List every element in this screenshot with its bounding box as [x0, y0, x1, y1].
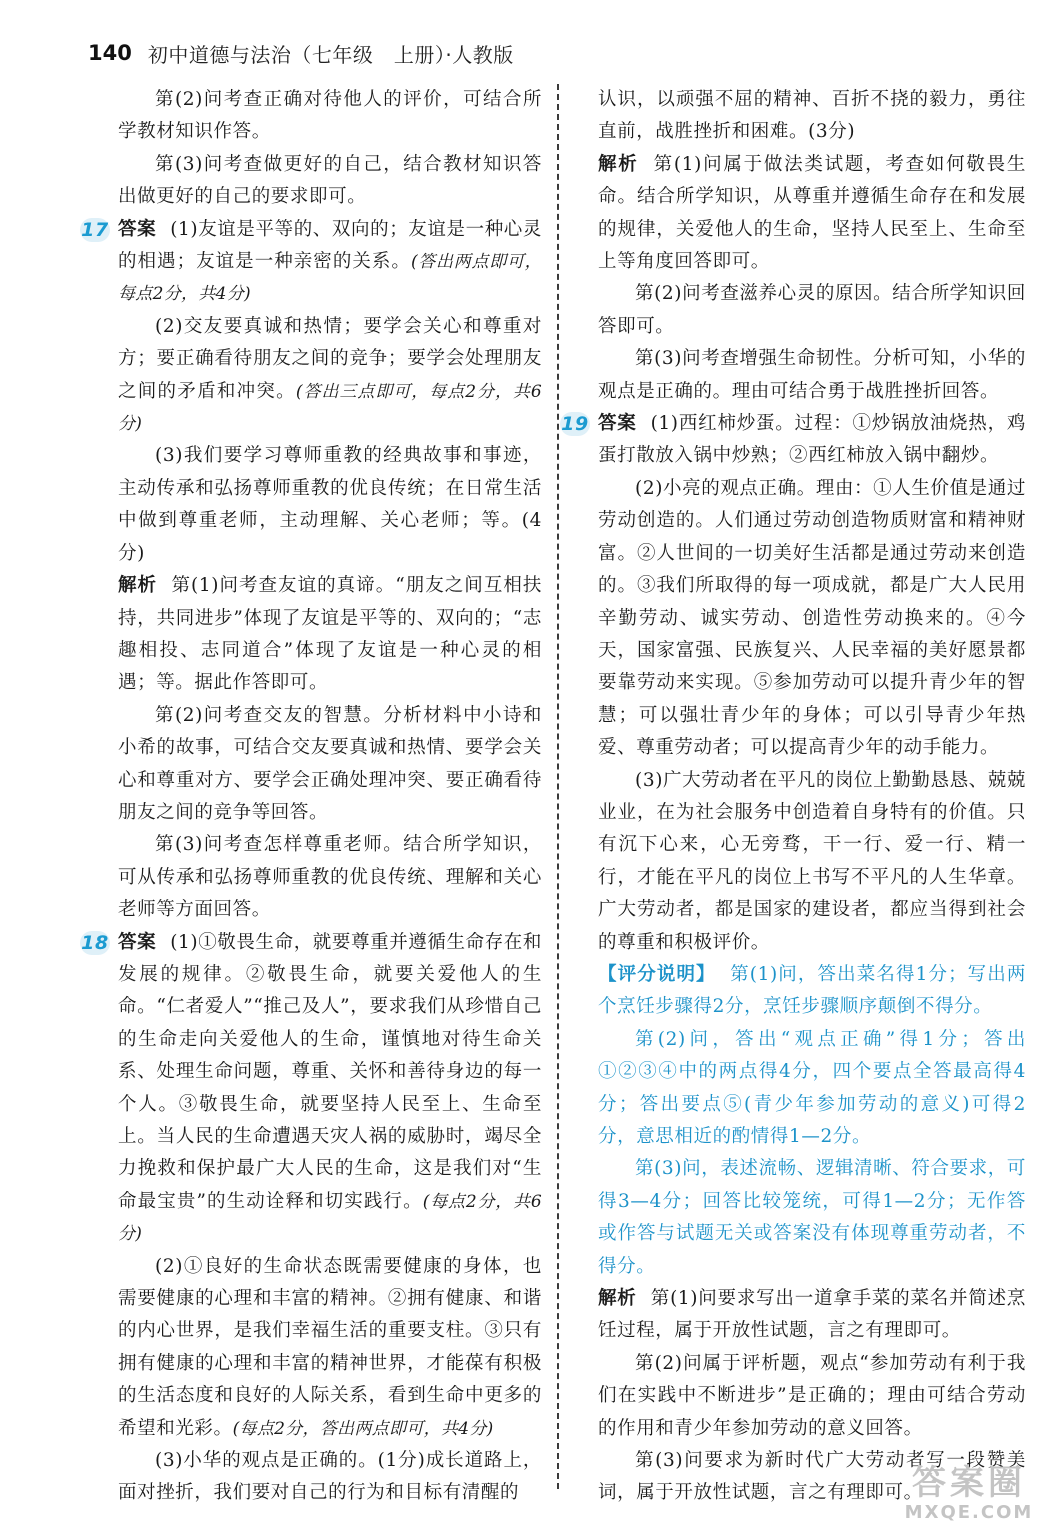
q17-answer1-score: (答出两点即可，每点2分，共4分) [118, 252, 542, 305]
q18-answer2-text: (2)①良好的生命状态既需要健康的身体，也需要健康的心理和丰富的精神。②拥有健康、和谐的内心世界，是我们幸福生活的重要支柱。③只有拥有健康的心理和丰富的精神世界，才能葆有积极的生活态度和良好的人际关系，看到生命中更多的希望和光彩。 [118, 1255, 542, 1439]
q19-analysis-part1 [598, 1283, 1026, 1348]
watermark-domain: MXQE.COM [904, 1502, 1034, 1523]
question-19 [561, 408, 1027, 1510]
watermark-logo-text: 答案圈 [912, 1463, 1026, 1503]
q17-answer-part2 [118, 311, 542, 441]
q19-answer-part1 [561, 408, 1027, 473]
q18-answer-part1 [81, 927, 543, 1251]
q18-answer-part3: (3)小华的观点是正确的。(1分)成长道路上，面对挫折，我们要对自己的行为和目标有清醒的 [118, 1450, 542, 1504]
q18-answer-label: 答案 [118, 931, 157, 953]
q17-answer2-text: (2)交友要真诚和热情；要学会关心和尊重对方；要正确看待朋友之间的竞争；要学会处理朋友之间的矛盾和冲突。 [118, 315, 542, 402]
q19-answer-part3: (3)广大劳动者在平凡的岗位上勤勤恳恳、兢兢业业，在为社会服务中创造着自身特有的价值。只有沉下心来，心无旁骛，干一行、爱一行、精一行，才能在平凡的岗位上书写不平凡的人生华章。广大劳动者，都是国家的建设者，都应当得到社会的尊重和积极评价。 [598, 769, 1026, 953]
site-watermark [894, 1464, 1044, 1528]
q16-analysis-part2: 第(2)问考查正确对待他人的评价，可结合所学教材知识作答。 [118, 89, 542, 143]
q18-analysis-part3: 第(3)问考查增强生命韧性。分析可知，小华的观点是正确的。理由可结合勇于战胜挫折回答。 [598, 348, 1026, 402]
q19-grading-part3: 第(3)问，表述流畅、逻辑清晰、符合要求，可得3—4分；回答比较笼统，可得1—2分；无作答或作答与试题无关或答案没有体现尊重劳动者，不得分。 [598, 1158, 1026, 1277]
q19-analysis-part2: 第(2)问属于评析题，观点“参加劳动有利于我们在实践中不断进步”是正确的；理由可结合劳动的作用和青少年参加劳动的意义回答。 [598, 1352, 1026, 1439]
q19-grading-notes [598, 959, 1026, 1283]
q16-analysis-part3: 第(3)问考查做更好的自己，结合教材知识答出做更好的自己的要求即可。 [118, 153, 542, 208]
question-18 [81, 927, 543, 1510]
q17-analysis-part3: 第(3)问考查怎样尊重老师。结合所学知识，可从传承和弘扬尊师重教的优良传统、理解和关心老师等方面回答。 [118, 834, 542, 921]
q17-analysis1-text: 第(1)问考查友谊的真谛。“朋友之间互相扶持，共同进步”体现了友谊是平等的、双向的；“志趣相投、志同道合”体现了友谊是一种心灵的相遇；等。据此作答即可。 [118, 575, 542, 694]
q17-analysis-part1 [118, 570, 542, 700]
right-column [561, 84, 1027, 1510]
q18-analysis-label: 解析 [598, 153, 639, 175]
q17-number-badge: 17 [81, 218, 109, 241]
q19-grading-part2: 第(2)问，答出“观点正确”得1分；答出①②③④中的两点得4分，四个要点全答最高得4分；答出要点⑤(青少年参加劳动的意义)可得2分，意思相近的酌情得1—2分。 [598, 1028, 1026, 1147]
q18-analysis-part2: 第(2)问考查滋养心灵的原因。结合所学知识回答即可。 [598, 283, 1026, 337]
q19-grading1-text: 第(1)问，答出菜名得1分；写出两个烹饪步骤得2分，烹饪步骤顺序颠倒不得分。 [598, 963, 1026, 1018]
q19-answer-label: 答案 [598, 413, 637, 435]
q18-analysis-part1 [598, 149, 1026, 279]
left-column [81, 84, 543, 1510]
q18-answer-part2 [118, 1251, 542, 1445]
q19-analysis-label: 解析 [598, 1288, 637, 1310]
q18-analysis1-text: 第(1)问属于做法类试题，考查如何敬畏生命。结合所学知识，从尊重并遵循生命存在和发展的规律，关爱他人的生命，坚持人民至上、生命至上等角度回答即可。 [598, 153, 1026, 273]
question-17 [81, 214, 543, 927]
q18-answer1-text: (1)①敬畏生命，就要尊重并遵循生命存在和发展的规律。②敬畏生命，就要关爱他人的生命。“仁者爱人”“推己及人”，要求我们从珍惜自己的生命走向关爱他人的生命，谨慎地对待生命关系、处理生命问题，尊重、关怀和善待身边的每一个人。③敬畏生命，就要坚持人民至上、生命至上。当人民的生命遭遇天灾人祸的威胁时，竭尽全力挽救和保护最广大人民的生命，这是我们对“生命最宝贵”的生动诠释和切实践行。 [118, 931, 543, 1212]
q18-answer2-score: (每点2分，答出两点即可，共4分) [232, 1418, 494, 1439]
q18-number-badge: 18 [81, 931, 109, 954]
q19-analysis1-text: 第(1)问要求写出一道拿手菜的菜名并简述烹饪过程，属于开放性试题，言之有理即可。 [598, 1288, 1027, 1342]
grading-label: 【评分说明】 [598, 963, 716, 985]
q17-answer-label: 答案 [118, 218, 157, 240]
page-header [88, 36, 514, 70]
q18-answer1-score: (每点2分，共6分) [118, 1191, 542, 1245]
q17-answer-part3: (3)我们要学习尊师重教的经典故事和事迹，主动传承和弘扬尊师重教的优良传统；在日常生活中做到尊重老师，主动理解、关心老师；等。(4分) [118, 445, 542, 564]
q19-grading-part1 [598, 959, 1026, 1024]
q17-answer-part1 [81, 214, 543, 311]
q18-answer-part3-continued: 认识，以顽强不屈的精神、百折不挠的毅力，勇往直前，战胜挫折和困难。(3分) [598, 89, 1026, 143]
column-divider [557, 84, 559, 1489]
q17-analysis-label: 解析 [118, 575, 158, 597]
q19-answer1-text: (1)西红柿炒蛋。过程：①炒锅放油烧热，鸡蛋打散放入锅中炒熟；②西红柿放入锅中翻炒。 [598, 413, 1027, 467]
q17-answer1-text: (1)友谊是平等的、双向的；友谊是一种心灵的相遇；友谊是一种亲密的关系。 [118, 218, 543, 273]
q19-number-badge: 19 [561, 413, 589, 436]
q19-answer-part2: (2)小亮的观点正确。理由：①人生价值是通过劳动创造的。人们通过劳动创造物质财富和精神财富。②人世间的一切美好生活都是通过劳动来创造的。③我们所取得的每一项成就，都是广大人民用辛勤劳动、诚实劳动、创造性劳动换来的。④今天，国家富强、民族复兴、人民幸福的美好愿景都要靠劳动来实现。⑤参加劳动可以提升青少年的智慧；可以强壮青少年的身体；可以引导青少年热爱、尊重劳动者；可以提高青少年的动手能力。 [598, 477, 1026, 759]
page-number: 140 [88, 41, 132, 65]
q17-analysis-part2: 第(2)问考查交友的智慧。分析材料中小诗和小希的故事，可结合交友要真诚和热情、要学会关心和尊重对方、要学会正确处理冲突、要正确看待朋友之间的竞争等回答。 [118, 704, 542, 823]
book-title: 初中道德与法治（七年级 上册）·人教版 [147, 42, 514, 67]
q17-answer2-score: (答出三点即可，每点2分，共6分) [118, 381, 542, 435]
q19-analysis-part3: 第(3)问要求为新时代广大劳动者写一段赞美词，属于开放性试题，言之有理即可。 [598, 1450, 1026, 1504]
